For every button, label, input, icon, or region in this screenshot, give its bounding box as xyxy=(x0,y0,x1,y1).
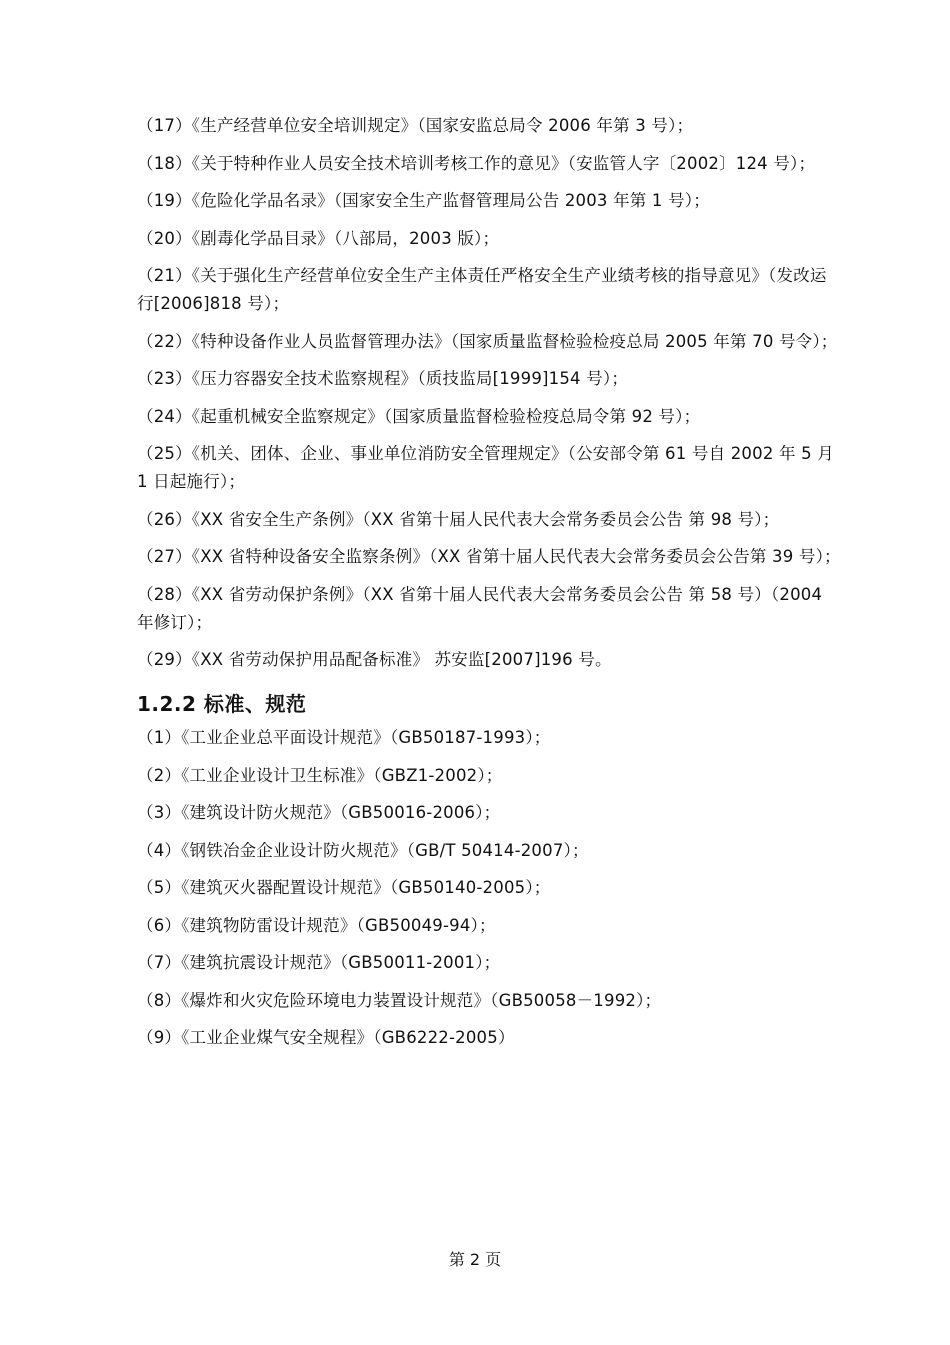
regulation-item: （17）《生产经营单位安全培训规定》（国家安监总局令 2006 年第 3 号）； xyxy=(137,116,694,135)
regulation-item: （23）《压力容器安全技术监察规程》（质技监局[1999]154 号）； xyxy=(137,369,629,388)
regulation-item: （20）《剧毒化学品目录》（八部局，2003 版）； xyxy=(137,228,500,248)
regulation-item: （22）《特种设备作业人员监督管理办法》（国家质量监督检验检疫总局 2005 年第 70 号令）； xyxy=(137,331,838,351)
regulation-item: （25）《机关、团体、企业、事业单位消防安全管理规定》（公安部令第 61 号自 2002 年 5 月 1 日起施行）； xyxy=(137,444,834,491)
regulation-item: （24）《起重机械安全监察规定》（国家质量监督检验检疫总局令第 92 号）； xyxy=(137,406,701,426)
standard-item: （2）《工业企业设计卫生标准》（GBZ1-2002）； xyxy=(137,765,503,785)
standard-item: （9）《工业企业煤气安全规程》（GB6222-2005） xyxy=(137,1028,515,1047)
standard-item: （3）《建筑设计防火规范》（GB50016-2006）； xyxy=(137,803,501,822)
standard-item: （5）《建筑灭火器配置设计规范》（GB50140-2005）； xyxy=(137,878,551,897)
standard-item: （6）《建筑物防雷设计规范》（GB50049-94）； xyxy=(137,915,496,935)
standard-item: （8）《爆炸和火灾危险环境电力装置设计规范》（GB50058－1992）； xyxy=(137,990,662,1010)
regulation-item: （27）《XX 省特种设备安全监察条例》（XX 省第十届人民代表大会常务委员会公告第 39 号）； xyxy=(137,547,841,566)
standard-item: （7）《建筑抗震设计规范》（GB50011-2001）； xyxy=(137,953,501,972)
regulations-list xyxy=(137,112,843,674)
regulation-item: （18）《关于特种作业人员安全技术培训考核工作的意见》（安监管人字〔2002〕124 号）； xyxy=(137,153,816,173)
section-heading-standards: 1.2.2 标准、规范 xyxy=(137,692,307,716)
regulation-item: （29）《XX 省劳动保护用品配备标准》 苏安监[2007]196 号。 xyxy=(137,650,612,669)
regulation-item: （21）《关于强化生产经营单位安全生产主体责任严格安全生产业绩考核的指导意见》（发改运行[2006]818 号）； xyxy=(137,266,827,313)
standards-list xyxy=(137,724,843,1052)
regulation-item: （26）《XX 省安全生产条例》（XX 省第十届人民代表大会常务委员会公告 第 98 号）； xyxy=(137,509,780,529)
standard-item: （1）《工业企业总平面设计规范》（GB50187-1993）； xyxy=(137,728,551,747)
page-number: 第 2 页 xyxy=(448,1250,502,1269)
regulation-item: （28）《XX 省劳动保护条例》（XX 省第十届人民代表大会常务委员会公告 第 58 号）（2004 年修订）； xyxy=(137,584,823,632)
document-body xyxy=(137,112,843,1062)
standard-item: （4）《钢铁冶金企业设计防火规范》（GB/T 50414-2007）； xyxy=(137,840,589,860)
regulation-item: （19）《危险化学品名录》（国家安全生产监督管理局公告 2003 年第 1 号）； xyxy=(137,191,710,210)
